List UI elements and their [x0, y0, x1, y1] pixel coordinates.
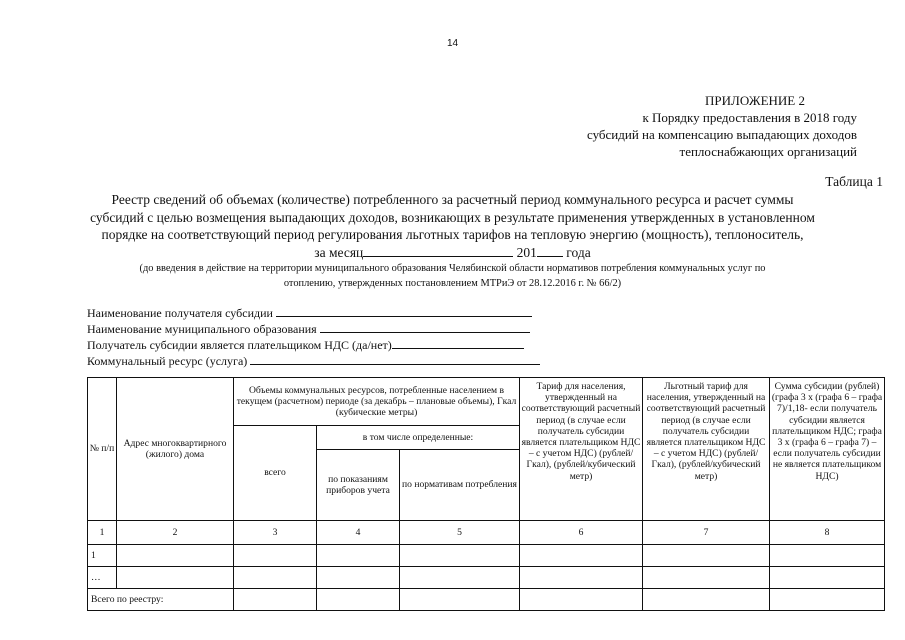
year-prefix: 201: [516, 244, 537, 260]
appendix-header: [437, 92, 857, 160]
field-recipient-label: Наименование получателя субсидии: [87, 306, 273, 320]
header-num: № п/п: [88, 378, 117, 521]
column-number: 8: [770, 521, 885, 545]
column-number: 2: [117, 521, 234, 545]
table-cell[interactable]: [770, 545, 885, 567]
table-cell[interactable]: [117, 545, 234, 567]
table-cell[interactable]: [317, 589, 400, 611]
row-number: …: [88, 567, 117, 589]
title-line-3: порядке на соответствующий период регулирования льготных тарифов на тепловую энергию (мощность), теплоноситель,: [101, 227, 804, 242]
title-line-2: субсидий с целью возмещения выпадающих доходов, возникающих в результате применения утвержденных в установленном: [90, 209, 815, 225]
table-cell[interactable]: [643, 545, 770, 567]
table-cell[interactable]: [520, 545, 643, 567]
subtitle-line-1: (до введения в действие на территории муниципального образования Челябинской области нормативов потребления коммунальных услуг по: [139, 263, 766, 274]
column-number: 5: [400, 521, 520, 545]
table-cell[interactable]: [117, 567, 234, 589]
subtitle-line-2: отоплению, утвержденных постановлением МТРиЭ от 28.12.2016 г. № 66/2): [283, 277, 622, 289]
column-number: 4: [317, 521, 400, 545]
header-volumes: Объемы коммунальных ресурсов, потребленные населением в текущем (расчетном) периоде (за декабрь – плановые объемы), Гкал (кубические метры): [234, 378, 520, 426]
header-total: всего: [234, 426, 317, 521]
column-number: 7: [643, 521, 770, 545]
total-label: Всего по реестру:: [88, 589, 234, 611]
year-blank: [537, 244, 563, 257]
table-cell[interactable]: [770, 589, 885, 611]
table-row: [88, 567, 885, 589]
page-number: 14: [446, 38, 459, 49]
header-by-meters: по показаниям приборов учета: [317, 450, 400, 521]
column-number-row: [88, 521, 885, 545]
column-number: 6: [520, 521, 643, 545]
registry-table: [87, 377, 885, 611]
row-number: 1: [88, 545, 117, 567]
appendix-title: ПРИЛОЖЕНИЕ 2: [705, 93, 805, 108]
title-line-1: Реестр сведений об объемах (количестве) потребленного за расчетный период коммунального ресурса и расчет суммы: [111, 192, 794, 207]
table-cell[interactable]: [643, 567, 770, 589]
table-cell[interactable]: [400, 545, 520, 567]
field-resource-blank[interactable]: [250, 353, 540, 365]
appendix-line-3: теплоснабжающих организаций: [679, 144, 857, 159]
table-cell[interactable]: [520, 589, 643, 611]
header-subsidy: Сумма субсидии (рублей) (графа 3 х (графа 6 – графа 7)/1,18- если получатель субсидии является плательщиком НДС; графа 3 х (графа 6 – графа 7) – если получатель субсидии не является плательщиком НДС): [770, 378, 885, 521]
header-row-1: [88, 378, 885, 426]
subtitle: [40, 262, 865, 291]
table-cell[interactable]: [234, 589, 317, 611]
year-suffix: года: [566, 244, 591, 260]
table-cell[interactable]: [317, 545, 400, 567]
column-number: 1: [88, 521, 117, 545]
table-cell[interactable]: [770, 567, 885, 589]
field-resource: [87, 353, 540, 369]
header-pref-tariff: Льготный тариф для населения, утвержденный на соответствующий расчетный период (в случае если получатель субсидии является плательщиком НДС – с учетом НДС) (рублей/Гкал), (рублей/кубический метр): [643, 378, 770, 521]
table-cell[interactable]: [520, 567, 643, 589]
table-cell[interactable]: [317, 567, 400, 589]
table-cell[interactable]: [234, 545, 317, 567]
field-resource-label: Коммунальный ресурс (услуга): [87, 354, 248, 368]
table-cell[interactable]: [400, 567, 520, 589]
table-cell[interactable]: [643, 589, 770, 611]
month-blank: [363, 244, 513, 257]
month-label: за месяц: [314, 244, 364, 260]
header-by-norms: по нормативам потребления: [400, 450, 520, 521]
field-municipality: [87, 321, 540, 337]
field-recipient: [87, 305, 540, 321]
header-including: в том числе определенные:: [317, 426, 520, 450]
field-recipient-blank[interactable]: [276, 305, 532, 317]
title-period-line: [40, 244, 865, 262]
column-number: 3: [234, 521, 317, 545]
header-address: Адрес многоквартирного (жилого) дома: [117, 378, 234, 521]
fields-block: [87, 305, 540, 369]
field-municipality-blank[interactable]: [320, 321, 530, 333]
field-vat-payer-blank[interactable]: [392, 337, 524, 349]
table-cell[interactable]: [234, 567, 317, 589]
table-number: Таблица 1: [825, 174, 883, 189]
field-municipality-label: Наименование муниципального образования: [87, 322, 317, 336]
table-cell[interactable]: [400, 589, 520, 611]
header-tariff: Тариф для населения, утвержденный на соответствующий расчетный период (в случае если получатель субсидии является плательщиком НДС – с учетом НДС) (рублей/Гкал), (рублей/кубический метр): [520, 378, 643, 521]
field-vat-payer-label: Получатель субсидии является плательщиком НДС (да/нет): [87, 338, 392, 352]
appendix-line-2: субсидий на компенсацию выпадающих доходов: [586, 127, 857, 142]
total-row: [88, 589, 885, 611]
field-vat-payer: [87, 337, 540, 353]
document-title: [40, 191, 865, 261]
appendix-line-1: к Порядку предоставления в 2018 году: [642, 110, 857, 125]
table-row: [88, 545, 885, 567]
